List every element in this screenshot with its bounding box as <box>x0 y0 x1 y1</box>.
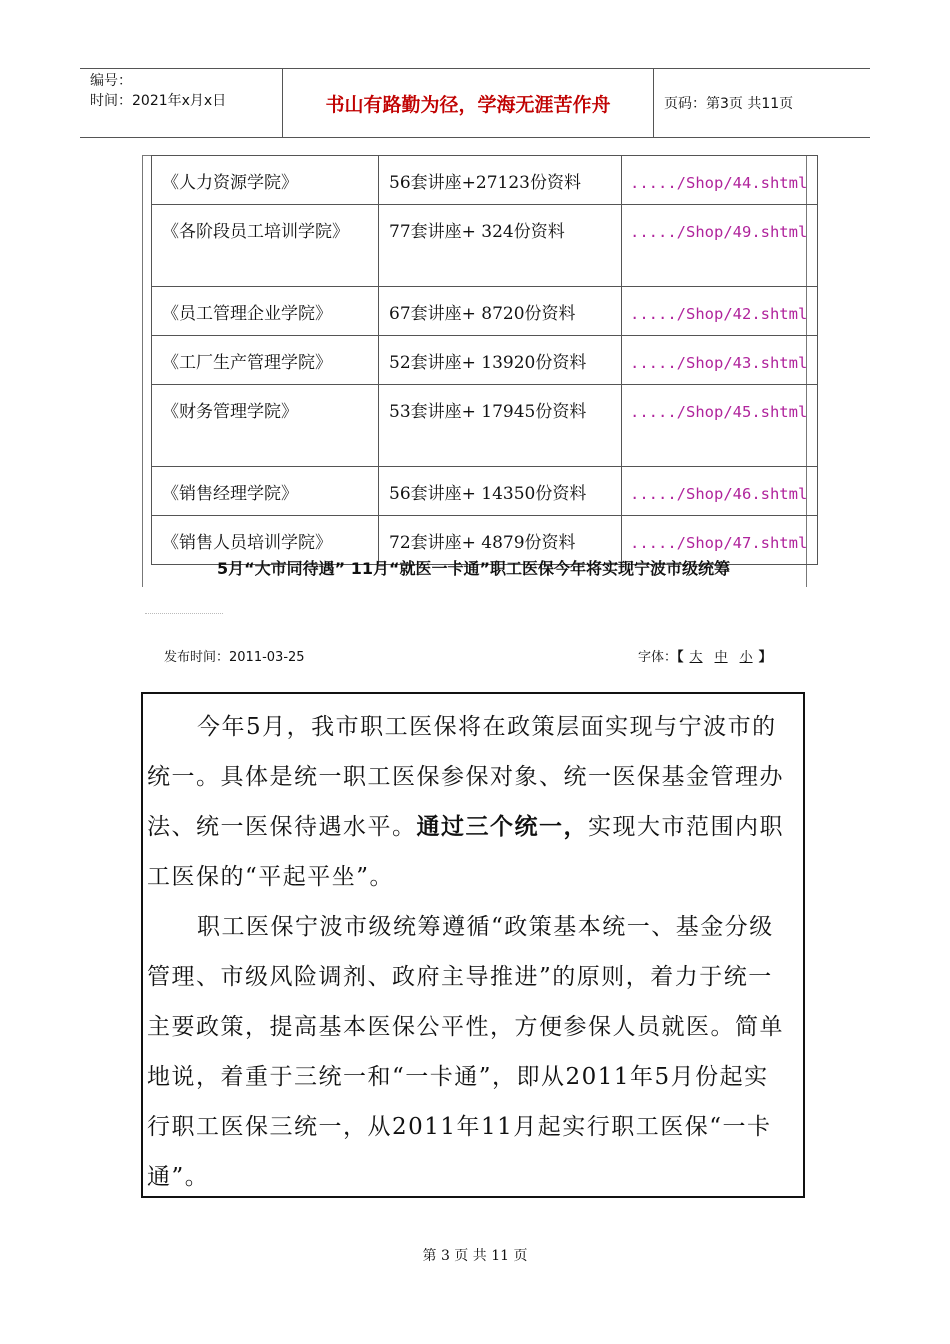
table-row <box>152 156 818 205</box>
row-name: 《各阶段员工培训学院》 <box>152 205 379 287</box>
row-count: 56套讲座+27123份资料 <box>379 156 622 205</box>
font-medium-link[interactable]: 中 <box>714 650 728 665</box>
row-count: 52套讲座+ 13920份资料 <box>379 336 622 385</box>
table-row <box>152 336 818 385</box>
bracket-open: 【 <box>677 650 684 665</box>
row-link[interactable]: ...../Shop/46.shtml <box>622 467 818 516</box>
table-row <box>152 467 818 516</box>
bracket-close: 】 <box>758 650 772 665</box>
row-count: 67套讲座+ 8720份资料 <box>379 287 622 336</box>
publish-time: 发布时间：2011-03-25 <box>164 650 305 665</box>
article-body <box>141 692 805 1198</box>
header-meta <box>80 69 283 137</box>
row-name: 《销售人员培训学院》 <box>152 516 379 565</box>
row-name: 《员工管理企业学院》 <box>152 287 379 336</box>
row-name: 《财务管理学院》 <box>152 385 379 467</box>
row-link[interactable]: ...../Shop/43.shtml <box>622 336 818 385</box>
page-footer: 第 3 页 共 11 页 <box>422 1248 528 1264</box>
table-row <box>152 385 818 467</box>
row-name: 《销售经理学院》 <box>152 467 379 516</box>
row-count: 53套讲座+ 17945份资料 <box>379 385 622 467</box>
paragraph-text: 今年5月，我市职工医保将在政策层面实现与宁波市的统一。具体是统一职工医保参保对象、统一医保基金管理办法、统一医保待遇水平。 <box>147 714 784 840</box>
paragraph-bold-text: 通过三个统一， <box>416 813 588 840</box>
header-motto: 书山有路勤为径，学海无涯苦作舟 <box>283 69 654 137</box>
news-headline: 5月“大市同待遇” 11月“就医一卡通”职工医保今年将实现宁波市级统筹 <box>216 559 731 578</box>
row-link[interactable]: ...../Shop/47.shtml <box>622 516 818 565</box>
table-row <box>152 205 818 287</box>
font-size-label: 字体： <box>638 650 678 665</box>
header-page-label: 页码：第3页 共11页 <box>664 96 794 112</box>
time-label: 时间：2021年x月x日 <box>90 93 227 109</box>
font-small-link[interactable]: 小 <box>739 650 753 665</box>
row-link[interactable]: ...../Shop/49.shtml <box>622 205 818 287</box>
paragraph-text: 实现大市范围内职工医保的“平起平坐”。 <box>147 814 784 890</box>
row-link[interactable]: ...../Shop/45.shtml <box>622 385 818 467</box>
resource-table <box>151 155 818 565</box>
dotted-divider <box>145 613 223 614</box>
table-row <box>152 287 818 336</box>
row-link[interactable]: ...../Shop/42.shtml <box>622 287 818 336</box>
row-name: 《人力资源学院》 <box>152 156 379 205</box>
font-size-switcher <box>638 646 772 665</box>
row-count: 77套讲座+ 324份资料 <box>379 205 622 287</box>
row-count: 72套讲座+ 4879份资料 <box>379 516 622 565</box>
font-large-link[interactable]: 大 <box>689 650 703 665</box>
row-link[interactable]: ...../Shop/44.shtml <box>622 156 818 205</box>
row-name: 《工厂生产管理学院》 <box>152 336 379 385</box>
paragraph-text: 职工医保宁波市级统筹遵循“政策基本统一、基金分级管理、市级风险调剂、政府主导推进”的原则，着力于统一主要政策，提高基本医保公平性，方便参保人员就医。简单地说，着重于三统一和“一卡通”，即从2011年5月份起实行职工医保三统一，从2011年11月起实行职工医保“一卡通”。 <box>147 914 784 1190</box>
number-label: 编号： <box>90 73 132 89</box>
row-count: 56套讲座+ 14350份资料 <box>379 467 622 516</box>
article-paragraph <box>143 902 803 1202</box>
article-paragraph <box>143 694 803 902</box>
page-header <box>80 68 870 138</box>
